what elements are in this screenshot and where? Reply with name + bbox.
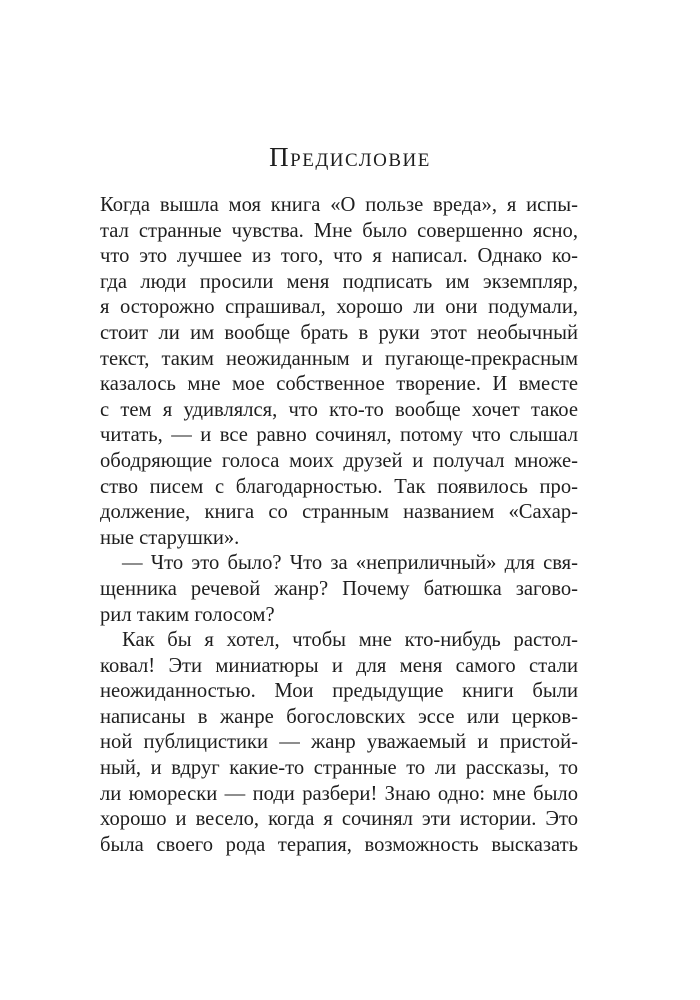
- text-line: ободряющие голоса моих друзей и получал множе-: [100, 449, 578, 472]
- text-line: должение, книга со странным названием «Сахар-: [100, 501, 578, 524]
- text-line: ные старушки».: [100, 526, 240, 549]
- text-line: Когда вышла моя книга «О пользе вреда», я испы-: [100, 194, 578, 216]
- text-line: читать, — и все равно сочинял, потому что слышал: [100, 424, 578, 447]
- text-line: тал странные чувства. Мне было совершенно ясно,: [100, 219, 578, 242]
- text-line: с тем я удивлялся, что кто-то вообще хочет такое: [100, 398, 578, 421]
- text-line: казалось мне мое собственное творение. И вместе: [100, 373, 578, 396]
- text-line: что это лучшее из того, что я написал. Однако ко-: [100, 245, 578, 268]
- text-line: щенника речевой жанр? Почему батюшка загово-: [100, 577, 578, 600]
- text-line: рил таким голосом?: [100, 603, 275, 626]
- text-line: ство писем с благодарностью. Так появилось про-: [100, 475, 578, 498]
- text-line: текст, таким неожиданным и пугающе-прекрасным: [100, 347, 578, 370]
- text-line: написаны в жанре богословских эссе или церков-: [100, 705, 578, 728]
- text-line: ковал! Эти миниатюры и для меня самого стали: [100, 654, 578, 677]
- text-line: ли юморески — поди разбери! Знаю одно: мне было: [100, 782, 578, 805]
- chapter-title: Предисловие: [269, 142, 431, 172]
- text-line: хорошо и весело, когда я сочинял эти истории. Это: [100, 808, 578, 831]
- text-line: — Что это было? Что за «неприличный» для свя-: [122, 552, 578, 575]
- text-line: неожиданностью. Мои предыдущие книги были: [100, 680, 578, 703]
- text-line: Как бы я хотел, чтобы мне кто-нибудь растол-: [122, 629, 578, 652]
- text-line: ный, и вдруг какие-то странные то ли рассказы, то: [100, 757, 578, 780]
- text-line: ной публицистики — жанр уважаемый и пристой-: [100, 731, 578, 754]
- text-line: стоит ли им вообще брать в руки этот необычный: [100, 321, 578, 344]
- text-line: я осторожно спрашивал, хорошо ли они подумали,: [100, 296, 578, 319]
- body-text: [100, 193, 578, 858]
- text-line: гда люди просили меня подписать им экземпляр,: [100, 270, 578, 293]
- text-line: была своего рода терапия, возможность высказать: [100, 833, 578, 856]
